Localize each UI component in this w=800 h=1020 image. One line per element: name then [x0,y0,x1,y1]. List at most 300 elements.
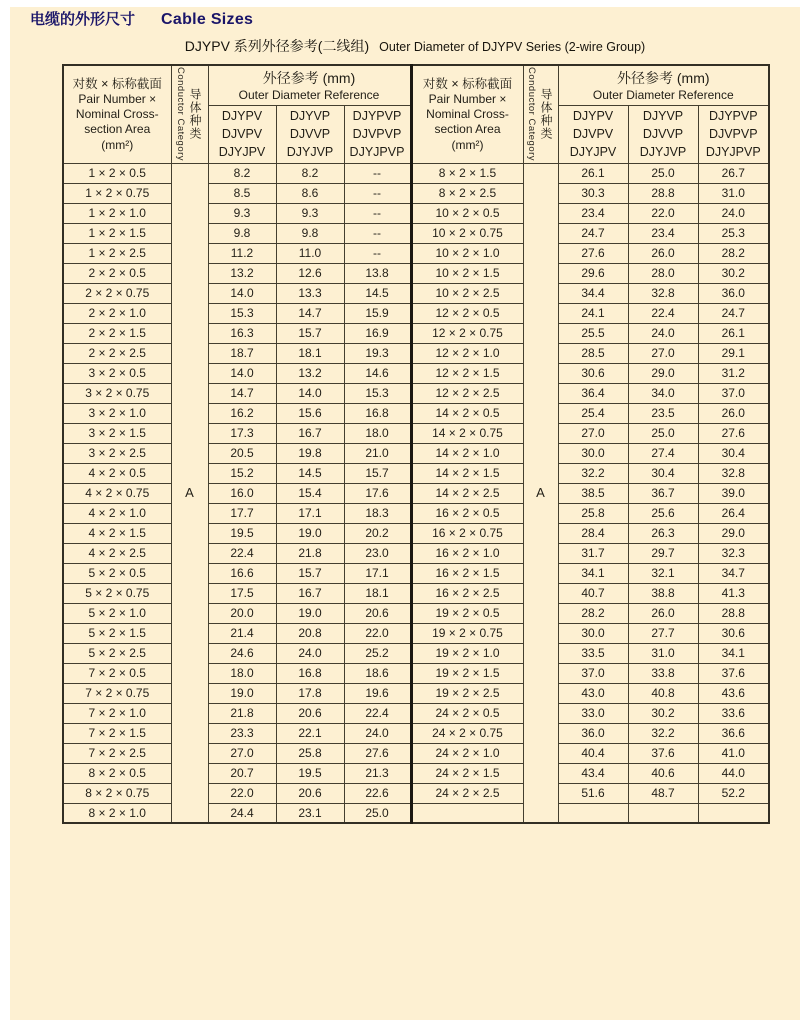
diameter-cell: 24.7 [698,303,769,323]
diameter-cell: 9.3 [208,203,276,223]
diameter-cell: 36.0 [558,723,628,743]
diameter-cell: 14.7 [276,303,344,323]
page-title-en: Cable Sizes [161,11,254,28]
diameter-cell: 9.3 [276,203,344,223]
diameter-cell: 23.4 [558,203,628,223]
page-title-zh: 电缆的外形尺寸 [30,11,136,28]
type-name: DJVPVP [352,127,402,141]
diameter-cell: 29.6 [558,263,628,283]
diameter-cell: 16.8 [344,403,411,423]
diameter-cell: 33.8 [628,663,698,683]
table-subtitle [62,36,768,56]
diameter-cell: 17.3 [208,423,276,443]
table-row [63,263,769,283]
diameter-cell: 29.7 [628,543,698,563]
diameter-cell: 18.0 [208,663,276,683]
diameter-cell: 13.2 [208,263,276,283]
pair-size-cell: 19 × 2 × 2.5 [411,683,523,703]
diameter-cell: 20.6 [276,703,344,723]
table-row [63,463,769,483]
pair-size-cell: 8 × 2 × 0.5 [63,763,171,783]
diameter-cell: 31.2 [698,363,769,383]
pair-size-cell: 3 × 2 × 1.5 [63,423,171,443]
table-row [63,443,769,463]
diameter-cell: 26.1 [558,163,628,183]
pair-size-cell: 10 × 2 × 0.5 [411,203,523,223]
outer-diameter-header-left-zh: 外径参考 (mm) [262,70,356,87]
diameter-cell: 26.0 [698,403,769,423]
pair-size-cell: 24 × 2 × 2.5 [411,783,523,803]
type-name: DJYVP [289,109,331,123]
diameter-cell: 30.2 [628,703,698,723]
diameter-cell: 28.0 [628,263,698,283]
pair-size-cell: 8 × 2 × 2.5 [411,183,523,203]
pair-size-cell: 2 × 2 × 0.5 [63,263,171,283]
diameter-cell: 32.8 [698,463,769,483]
diameter-cell: 17.1 [276,503,344,523]
table-row [63,503,769,523]
pair-size-cell: 14 × 2 × 1.5 [411,463,523,483]
diameter-cell: 34.0 [628,383,698,403]
diameter-cell: 24.0 [344,723,411,743]
diameter-cell: 32.8 [628,283,698,303]
diameter-cell: 27.7 [628,623,698,643]
diameter-cell [628,803,698,823]
diameter-cell: 40.6 [628,763,698,783]
table-row [63,203,769,223]
diameter-cell: 32.3 [698,543,769,563]
table-body [63,163,769,823]
pair-size-cell: 5 × 2 × 0.5 [63,563,171,583]
diameter-cell: 32.2 [558,463,628,483]
diameter-cell: 15.3 [208,303,276,323]
diameter-cell: 31.7 [558,543,628,563]
diameter-cell: 19.6 [344,683,411,703]
diameter-cell: 20.6 [344,603,411,623]
pair-size-cell [411,803,523,823]
diameter-cell: 14.0 [208,363,276,383]
outer-diameter-header-left-en: Outer Diameter Reference [238,88,380,103]
pair-number-header-right-en3: section Area [434,122,501,137]
table-row [63,423,769,443]
diameter-cell: 24.1 [558,303,628,323]
type-name: DJYJPV [218,145,266,159]
diameter-cell: 17.6 [344,483,411,503]
diameter-cell: 14.6 [344,363,411,383]
diameter-cell: 19.5 [276,763,344,783]
diameter-cell: 18.1 [276,343,344,363]
diameter-cell: 14.0 [276,383,344,403]
type-name: DJYJVP [639,145,687,159]
diameter-cell: 37.6 [628,743,698,763]
diameter-cell: 25.8 [276,743,344,763]
diameter-cell: 16.9 [344,323,411,343]
pair-size-cell: 1 × 2 × 0.75 [63,183,171,203]
diameter-cell: 33.5 [558,643,628,663]
diameter-cell: 26.4 [698,503,769,523]
table-row [63,803,769,823]
pair-size-cell: 7 × 2 × 1.5 [63,723,171,743]
diameter-cell: -- [344,223,411,243]
diameter-cell [558,803,628,823]
diameter-cell: 25.3 [698,223,769,243]
diameter-cell: 34.7 [698,563,769,583]
diameter-cell: 36.7 [628,483,698,503]
diameter-cell: 29.0 [628,363,698,383]
diameter-cell: 13.2 [276,363,344,383]
diameter-cell: 21.3 [344,763,411,783]
pair-size-cell: 24 × 2 × 1.0 [411,743,523,763]
diameter-cell: 19.8 [276,443,344,463]
diameter-cell: 16.7 [276,423,344,443]
diameter-cell: 23.3 [208,723,276,743]
pair-size-cell: 12 × 2 × 1.5 [411,363,523,383]
pair-size-cell: 8 × 2 × 1.5 [411,163,523,183]
pair-size-cell: 7 × 2 × 1.0 [63,703,171,723]
diameter-cell: 22.4 [628,303,698,323]
type-name: DJYJPVP [705,145,761,159]
outer-diameter-header-left [208,65,411,105]
diameter-cell: 40.8 [628,683,698,703]
diameter-cell: 23.5 [628,403,698,423]
diameter-cell: 29.1 [698,343,769,363]
diameter-cell: 28.4 [558,523,628,543]
diameter-cell: 33.6 [698,703,769,723]
diameter-cell: 23.1 [276,803,344,823]
diameter-cell: 27.6 [344,743,411,763]
diameter-cell: 20.8 [276,623,344,643]
pair-size-cell: 24 × 2 × 0.5 [411,703,523,723]
page-title [30,8,253,29]
type-name: DJVPV [572,127,614,141]
table-row [63,523,769,543]
table-row [63,663,769,683]
pair-size-cell: 19 × 2 × 0.75 [411,623,523,643]
pair-size-cell: 12 × 2 × 1.0 [411,343,523,363]
outer-diameter-header-right-en: Outer Diameter Reference [592,88,734,103]
diameter-cell: 18.7 [208,343,276,363]
diameter-cell: 27.0 [208,743,276,763]
pair-size-cell: 4 × 2 × 1.0 [63,503,171,523]
diameter-cell: 31.0 [698,183,769,203]
diameter-cell: 19.0 [208,683,276,703]
diameter-cell: 9.8 [208,223,276,243]
diameter-cell: 25.0 [628,163,698,183]
table-row [63,583,769,603]
pair-size-cell: 2 × 2 × 0.75 [63,283,171,303]
diameter-cell: 30.6 [558,363,628,383]
diameter-cell: 28.8 [698,603,769,623]
table-row [63,763,769,783]
diameter-cell: 24.0 [276,643,344,663]
diameter-cell: 20.6 [276,783,344,803]
table-row [63,723,769,743]
pair-size-cell: 4 × 2 × 0.5 [63,463,171,483]
pair-size-cell: 16 × 2 × 1.0 [411,543,523,563]
diameter-cell: 20.7 [208,763,276,783]
pair-number-header-right-unit: (mm²) [451,137,484,152]
diameter-cell: 14.5 [344,283,411,303]
diameter-cell: 27.6 [698,423,769,443]
diameter-cell: 32.1 [628,563,698,583]
pair-size-cell: 16 × 2 × 0.75 [411,523,523,543]
diameter-cell: 19.0 [276,603,344,623]
diameter-cell: 16.8 [276,663,344,683]
type-name: DJYPVP [708,109,758,123]
table-subtitle-zh: DJYPV 系列外径参考(二线组) [184,38,370,54]
pair-size-cell: 24 × 2 × 1.5 [411,763,523,783]
table-row [63,383,769,403]
diameter-cell: 33.0 [558,703,628,723]
diameter-cell: 37.0 [698,383,769,403]
pair-size-cell: 19 × 2 × 0.5 [411,603,523,623]
diameter-cell: 8.6 [276,183,344,203]
diameter-cell: 28.5 [558,343,628,363]
pair-size-cell: 3 × 2 × 2.5 [63,443,171,463]
diameter-cell: 22.4 [344,703,411,723]
diameter-cell: 8.2 [276,163,344,183]
conductor-category-header-left [171,65,208,163]
pair-size-cell: 1 × 2 × 2.5 [63,243,171,263]
diameter-cell: 27.0 [628,343,698,363]
type-name: DJYVP [642,109,684,123]
pair-number-header-right-en2: Nominal Cross- [426,106,509,121]
diameter-cell: 21.8 [276,543,344,563]
diameter-cell: 25.4 [558,403,628,423]
pair-size-cell: 2 × 2 × 1.0 [63,303,171,323]
type-column-header-right-2 [628,105,698,163]
diameter-cell: 41.3 [698,583,769,603]
diameter-cell: 30.0 [558,443,628,463]
table-row [63,563,769,583]
pair-size-cell: 7 × 2 × 0.75 [63,683,171,703]
diameter-cell: 22.0 [344,623,411,643]
diameter-cell: 14.0 [208,283,276,303]
diameter-cell: 30.3 [558,183,628,203]
diameter-cell: 22.0 [208,783,276,803]
diameter-cell: 18.1 [344,583,411,603]
table-subtitle-en: Outer Diameter of DJYPV Series (2-wire Group) [379,40,646,54]
diameter-cell: 38.5 [558,483,628,503]
diameter-cell: -- [344,163,411,183]
pair-size-cell: 12 × 2 × 0.75 [411,323,523,343]
diameter-cell: 21.0 [344,443,411,463]
pair-number-header-left-unit: (mm²) [101,137,134,152]
table-row [63,223,769,243]
diameter-cell: 28.8 [628,183,698,203]
diameter-cell: 24.6 [208,643,276,663]
pair-size-cell: 10 × 2 × 1.0 [411,243,523,263]
diameter-cell: 48.7 [628,783,698,803]
table-row [63,603,769,623]
diameter-cell: 17.1 [344,563,411,583]
diameter-cell: 37.0 [558,663,628,683]
diameter-cell: 24.0 [628,323,698,343]
table-row [63,623,769,643]
diameter-cell: 15.7 [276,563,344,583]
conductor-category-header-left-en: Conductor Category [175,67,186,162]
type-name: DJVPVP [708,127,758,141]
table-row [63,303,769,323]
diameter-cell: -- [344,203,411,223]
table-row [63,343,769,363]
pair-size-cell: 7 × 2 × 2.5 [63,743,171,763]
diameter-cell: 26.0 [628,603,698,623]
diameter-cell: 13.8 [344,263,411,283]
outer-diameter-header-right [558,65,769,105]
pair-size-cell: 2 × 2 × 2.5 [63,343,171,363]
diameter-cell: 20.2 [344,523,411,543]
pair-size-cell: 2 × 2 × 1.5 [63,323,171,343]
page-background [10,7,800,1020]
table-row [63,183,769,203]
conductor-category-header-right-zh: 导体种类 [539,88,553,141]
diameter-cell: 27.4 [628,443,698,463]
pair-size-cell: 16 × 2 × 0.5 [411,503,523,523]
type-column-header-left-1 [208,105,276,163]
diameter-cell: 52.2 [698,783,769,803]
pair-number-header-left-en2: Nominal Cross- [75,106,159,121]
pair-size-cell: 16 × 2 × 1.5 [411,563,523,583]
pair-size-cell: 3 × 2 × 0.5 [63,363,171,383]
diameter-cell: 27.6 [558,243,628,263]
diameter-cell: 20.5 [208,443,276,463]
diameter-cell: 16.6 [208,563,276,583]
diameter-cell: -- [344,243,411,263]
pair-size-cell: 14 × 2 × 0.75 [411,423,523,443]
pair-size-cell: 8 × 2 × 0.75 [63,783,171,803]
type-name: DJYPV [221,109,263,123]
table-row [63,483,769,503]
diameter-cell: 22.6 [344,783,411,803]
type-name: DJYPV [572,109,614,123]
pair-size-cell: 8 × 2 × 1.0 [63,803,171,823]
diameter-cell: 20.0 [208,603,276,623]
diameter-cell: 43.4 [558,763,628,783]
table-row [63,783,769,803]
diameter-cell: 23.4 [628,223,698,243]
conductor-category-header-right-en: Conductor Category [526,67,537,162]
diameter-cell: 15.2 [208,463,276,483]
type-column-header-right-3 [698,105,769,163]
diameter-cell: 26.0 [628,243,698,263]
pair-size-cell: 10 × 2 × 2.5 [411,283,523,303]
type-column-header-left-3 [344,105,411,163]
diameter-cell: 30.4 [628,463,698,483]
pair-size-cell: 4 × 2 × 1.5 [63,523,171,543]
diameter-cell: 13.3 [276,283,344,303]
type-name: DJYJPV [569,145,617,159]
type-name: DJYJVP [286,145,334,159]
diameter-cell: 12.6 [276,263,344,283]
diameter-cell: 43.0 [558,683,628,703]
diameter-cell: 41.0 [698,743,769,763]
pair-size-cell: 24 × 2 × 0.75 [411,723,523,743]
pair-size-cell: 3 × 2 × 0.75 [63,383,171,403]
diameter-cell: 16.7 [276,583,344,603]
pair-size-cell: 12 × 2 × 2.5 [411,383,523,403]
table-row [63,283,769,303]
diameter-cell: 25.0 [628,423,698,443]
diameter-cell: 25.6 [628,503,698,523]
pair-number-header-right-en1: Pair Number × [428,91,507,106]
diameter-cell: 21.8 [208,703,276,723]
diameter-cell: 22.4 [208,543,276,563]
type-name: DJVVP [289,127,331,141]
pair-size-cell: 3 × 2 × 1.0 [63,403,171,423]
diameter-cell: 17.5 [208,583,276,603]
diameter-cell: 18.0 [344,423,411,443]
diameter-cell: 26.1 [698,323,769,343]
diameter-cell: 26.7 [698,163,769,183]
pair-size-cell: 14 × 2 × 2.5 [411,483,523,503]
diameter-cell: 30.4 [698,443,769,463]
pair-size-cell: 1 × 2 × 0.5 [63,163,171,183]
diameter-cell: 43.6 [698,683,769,703]
diameter-cell: 16.3 [208,323,276,343]
type-name: DJYJPVP [349,145,405,159]
diameter-cell: 40.7 [558,583,628,603]
pair-size-cell: 12 × 2 × 0.5 [411,303,523,323]
diameter-cell: 19.3 [344,343,411,363]
type-name: DJYPVP [352,109,402,123]
pair-number-header-left-zh: 对数 × 标称截面 [72,76,162,91]
pair-number-header-left-en3: section Area [84,122,151,137]
type-column-header-right-1 [558,105,628,163]
pair-size-cell: 5 × 2 × 2.5 [63,643,171,663]
diameter-cell: 25.8 [558,503,628,523]
diameter-cell: 21.4 [208,623,276,643]
pair-size-cell: 14 × 2 × 0.5 [411,403,523,423]
diameter-cell: 39.0 [698,483,769,503]
pair-size-cell: 10 × 2 × 0.75 [411,223,523,243]
pair-size-cell: 19 × 2 × 1.5 [411,663,523,683]
diameter-cell: 11.2 [208,243,276,263]
diameter-cell: 24.0 [698,203,769,223]
table-row [63,683,769,703]
conductor-category-cell-left: A [171,163,208,823]
diameter-cell: 40.4 [558,743,628,763]
diameter-cell: 18.6 [344,663,411,683]
type-column-header-left-2 [276,105,344,163]
diameter-cell: 25.2 [344,643,411,663]
table-row [63,403,769,423]
diameter-cell: 15.6 [276,403,344,423]
pair-size-cell: 10 × 2 × 1.5 [411,263,523,283]
diameter-cell: 25.5 [558,323,628,343]
pair-size-cell: 4 × 2 × 2.5 [63,543,171,563]
diameter-cell: 22.0 [628,203,698,223]
diameter-cell: 34.1 [698,643,769,663]
diameter-cell: 22.1 [276,723,344,743]
diameter-cell: 38.8 [628,583,698,603]
diameter-cell: 29.0 [698,523,769,543]
table-row [63,643,769,663]
pair-size-cell: 1 × 2 × 1.5 [63,223,171,243]
table-row [63,163,769,183]
diameter-cell: 36.6 [698,723,769,743]
diameter-cell: 14.5 [276,463,344,483]
diameter-cell: 28.2 [698,243,769,263]
diameter-cell: 24.7 [558,223,628,243]
pair-size-cell: 16 × 2 × 2.5 [411,583,523,603]
diameter-cell: 15.7 [344,463,411,483]
diameter-cell: 34.1 [558,563,628,583]
diameter-cell: 17.7 [208,503,276,523]
table-row [63,323,769,343]
diameter-cell: 28.2 [558,603,628,623]
type-name: DJVPV [221,127,263,141]
